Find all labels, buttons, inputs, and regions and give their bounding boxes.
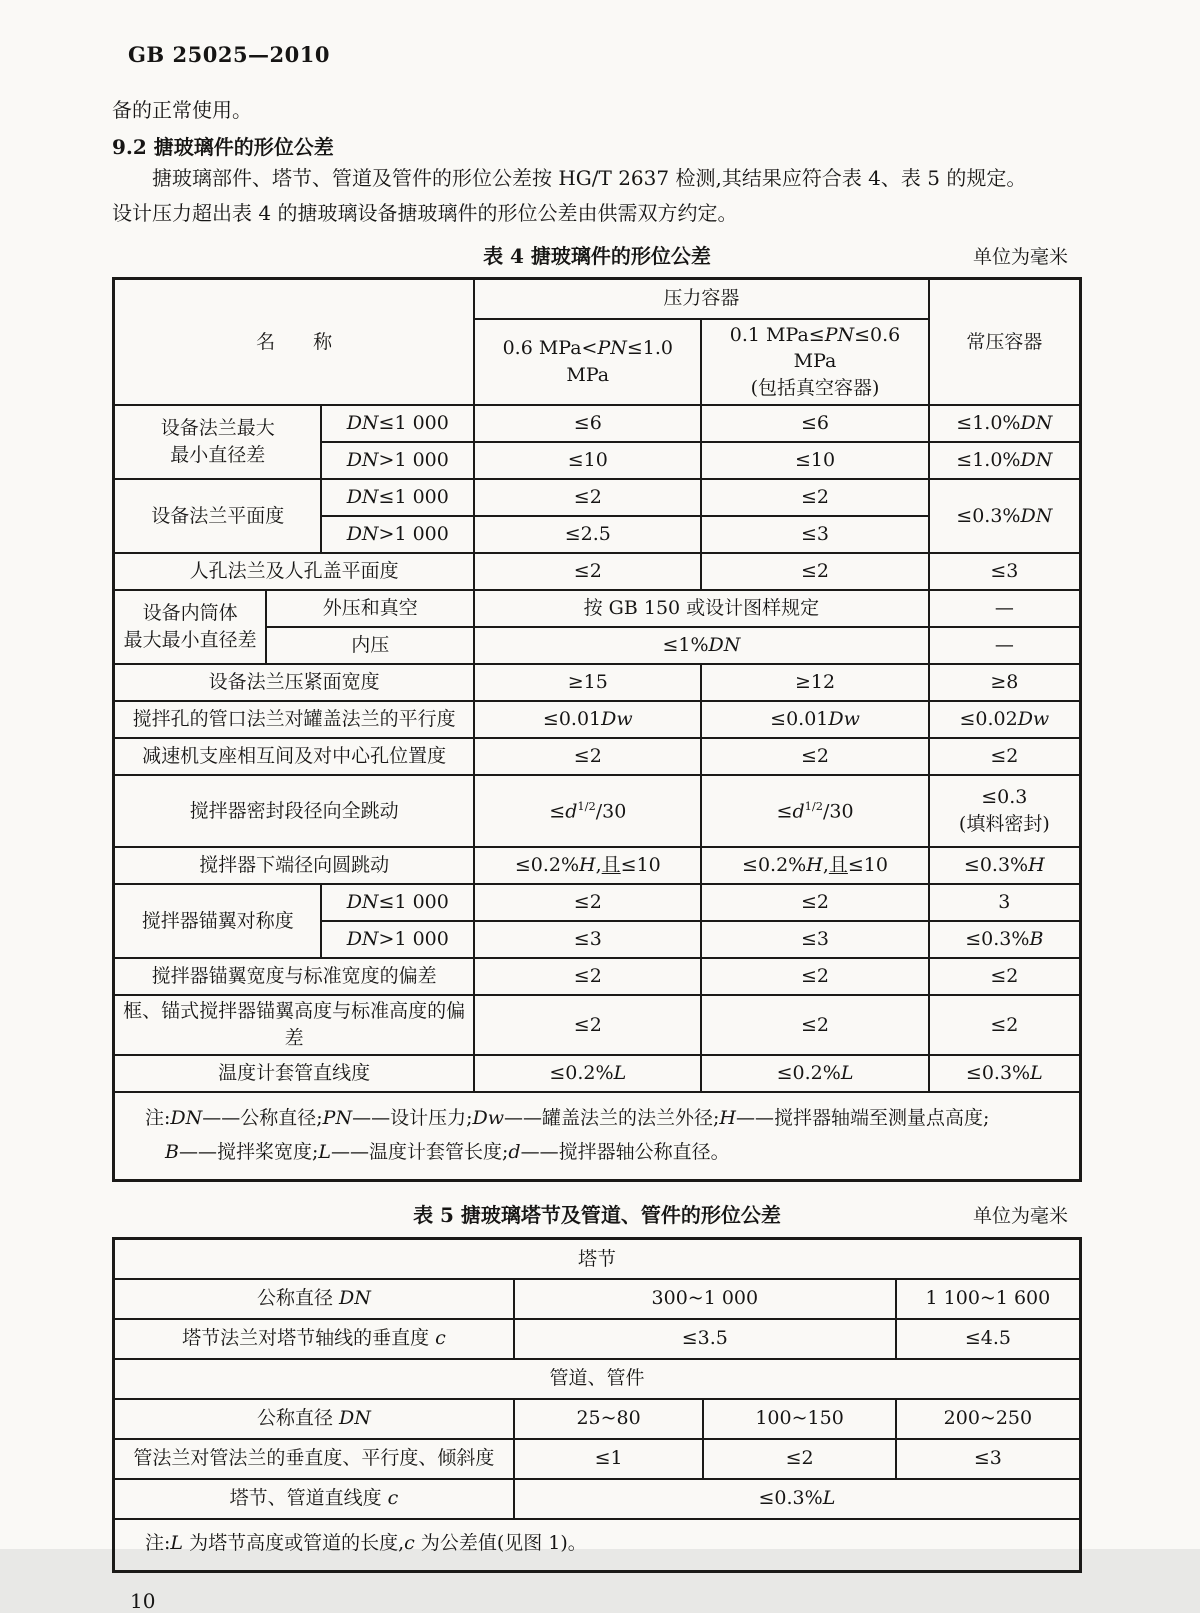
table5-unit-label: 单位为毫米 bbox=[972, 1205, 1068, 1228]
table4-caption bbox=[112, 240, 1082, 268]
value-cell: ≤10 bbox=[701, 442, 928, 479]
table4-note-line2: B——搅拌桨宽度;L——温度计套管长度;d——搅拌器轴公称直径。 bbox=[165, 1141, 730, 1164]
value-cell: ≤4.5 bbox=[896, 1319, 1081, 1359]
value-cell: 100~150 bbox=[703, 1399, 895, 1439]
row-label-cell: 设备法兰平面度 bbox=[114, 479, 322, 553]
page-footer bbox=[112, 1589, 1082, 1613]
value-cell: ≤0.2%H,且≤10 bbox=[701, 847, 928, 884]
table4-unit-label: 单位为毫米 bbox=[972, 246, 1068, 268]
row-label-cell: 设备内筒体 最大最小直径差 bbox=[114, 590, 267, 664]
row-label-cell: 框、锚式搅拌器锚翼高度与标准高度的偏差 bbox=[114, 995, 475, 1055]
table4-title: 表 4 搪玻璃件的形位公差 bbox=[483, 244, 711, 268]
row-label-cell: 公称直径 DN bbox=[114, 1399, 514, 1439]
value-cell: ≤3.5 bbox=[514, 1319, 896, 1359]
table-row bbox=[114, 664, 1081, 701]
table4-glass-lined-parts-tolerances bbox=[112, 277, 1082, 1182]
row-label-cell: 搅拌器锚翼宽度与标准宽度的偏差 bbox=[114, 958, 475, 995]
page-number: 10 bbox=[130, 1588, 156, 1613]
header-range2-cell: 0.1 MPa≤PN≤0.6 MPa (包括真空容器) bbox=[701, 319, 928, 406]
table-row bbox=[114, 279, 1081, 319]
value-cell: ≤2 bbox=[474, 479, 701, 516]
table-row bbox=[114, 1319, 1081, 1359]
value-cell: ≤0.3%L bbox=[929, 1055, 1081, 1092]
value-cell: ≤3 bbox=[896, 1439, 1081, 1479]
row-label-cell: 温度计套管直线度 bbox=[114, 1055, 475, 1092]
section-header-cell: 管道、管件 bbox=[114, 1359, 1081, 1399]
value-cell: ≤6 bbox=[701, 405, 928, 442]
value-cell: ≤2 bbox=[701, 958, 928, 995]
header-name-cell: 名 称 bbox=[114, 279, 475, 406]
table-row bbox=[114, 1279, 1081, 1319]
table-row bbox=[114, 590, 1081, 627]
value-cell: ≤6 bbox=[474, 405, 701, 442]
table-row bbox=[114, 479, 1081, 516]
value-cell: ≤2 bbox=[701, 995, 928, 1055]
value-cell: ≤2.5 bbox=[474, 516, 701, 553]
table5-caption bbox=[112, 1199, 1082, 1227]
paragraph-line-2: 设计压力超出表 4 的搪玻璃设备搪玻璃件的形位公差由供需双方约定。 bbox=[112, 201, 738, 225]
value-cell: 200~250 bbox=[896, 1399, 1081, 1439]
table-row bbox=[114, 884, 1081, 921]
dn-condition-cell: DN≤1 000 bbox=[321, 884, 474, 921]
value-cell: ≤1%DN bbox=[474, 627, 928, 664]
row-label-cell: 管法兰对管法兰的垂直度、平行度、倾斜度 bbox=[114, 1439, 514, 1479]
value-cell: ≤2 bbox=[474, 884, 701, 921]
table-row bbox=[114, 1399, 1081, 1439]
table-row bbox=[114, 1359, 1081, 1399]
table-row bbox=[114, 847, 1081, 884]
table5-note-cell: 注:L 为塔节高度或管道的长度,c 为公差值(见图 1)。 bbox=[114, 1519, 1081, 1572]
value-cell: ≤0.01Dw bbox=[474, 701, 701, 738]
value-cell: ≤1 bbox=[514, 1439, 704, 1479]
value-cell: ≤2 bbox=[474, 958, 701, 995]
dn-condition-cell: DN>1 000 bbox=[321, 442, 474, 479]
value-cell: ≤3 bbox=[474, 921, 701, 958]
table-row bbox=[114, 405, 1081, 442]
value-cell: ≥12 bbox=[701, 664, 928, 701]
paragraph-line-1: 搪玻璃部件、塔节、管道及管件的形位公差按 HG/T 2637 检测,其结果应符合表 4、表 5 的规定。 bbox=[152, 166, 1027, 190]
value-cell: ≤2 bbox=[929, 738, 1081, 775]
row-label-cell: 搅拌器锚翼对称度 bbox=[114, 884, 322, 958]
row-label-cell: 设备法兰压紧面宽度 bbox=[114, 664, 475, 701]
value-cell: 25~80 bbox=[514, 1399, 704, 1439]
value-cell: ≤2 bbox=[701, 884, 928, 921]
row-label-cell: 公称直径 DN bbox=[114, 1279, 514, 1319]
value-cell: $\le d^{1/2}/30$ bbox=[701, 775, 928, 847]
header-pressure-group-cell: 压力容器 bbox=[474, 279, 928, 319]
doc-code: GB 25025—2010 bbox=[128, 42, 331, 67]
table4-note-line1: 注:DN——公称直径;PN——设计压力;Dw——罐盖法兰的法兰外径;H——搅拌器轴端至测量点高度; bbox=[145, 1107, 990, 1130]
value-cell: ≤3 bbox=[701, 516, 928, 553]
value-cell: 1 100~1 600 bbox=[896, 1279, 1081, 1319]
value-cell: ≤2 bbox=[703, 1439, 895, 1479]
value-cell: ≤0.3%H bbox=[929, 847, 1081, 884]
intro-text: 备的正常使用。 bbox=[112, 98, 252, 122]
value-cell: ≥8 bbox=[929, 664, 1081, 701]
sub-condition-cell: 外压和真空 bbox=[266, 590, 474, 627]
value-cell: ≤0.2%H,且≤10 bbox=[474, 847, 701, 884]
row-label-cell: 人孔法兰及人孔盖平面度 bbox=[114, 553, 475, 590]
table4-note-cell bbox=[114, 1092, 1081, 1181]
sub-condition-cell: 内压 bbox=[266, 627, 474, 664]
table-row bbox=[114, 1239, 1081, 1279]
value-cell: ≤1.0%DN bbox=[929, 442, 1081, 479]
header-atmospheric-cell: 常压容器 bbox=[929, 279, 1081, 406]
value-cell: ≤0.3%DN bbox=[929, 479, 1081, 553]
table-row bbox=[114, 1439, 1081, 1479]
value-cell: ≤1.0%DN bbox=[929, 405, 1081, 442]
value-cell: ≤0.2%L bbox=[701, 1055, 928, 1092]
row-label-cell: 塔节、管道直线度 c bbox=[114, 1479, 514, 1519]
dn-condition-cell: DN≤1 000 bbox=[321, 405, 474, 442]
value-cell: 按 GB 150 或设计图样规定 bbox=[474, 590, 928, 627]
value-cell: ≤0.3%B bbox=[929, 921, 1081, 958]
value-cell: ≤2 bbox=[474, 995, 701, 1055]
table-row bbox=[114, 958, 1081, 995]
row-label-cell: 设备法兰最大 最小直径差 bbox=[114, 405, 322, 479]
value-cell: 3 bbox=[929, 884, 1081, 921]
value-cell: ≤2 bbox=[474, 738, 701, 775]
row-label-cell: 塔节法兰对塔节轴线的垂直度 c bbox=[114, 1319, 514, 1359]
value-cell: $\le d^{1/2}/30$ bbox=[474, 775, 701, 847]
section-heading: 9.2 搪玻璃件的形位公差 bbox=[112, 135, 334, 159]
row-label-cell: 搅拌孔的管口法兰对罐盖法兰的平行度 bbox=[114, 701, 475, 738]
header-range1-cell: 0.6 MPa<PN≤1.0 MPa bbox=[474, 319, 701, 406]
value-cell: ≤0.3%L bbox=[514, 1479, 1081, 1519]
value-cell: ≤10 bbox=[474, 442, 701, 479]
table-row bbox=[114, 1092, 1081, 1181]
value-cell: ≤3 bbox=[929, 553, 1081, 590]
value-cell: ≤0.2%L bbox=[474, 1055, 701, 1092]
value-cell: ≤2 bbox=[701, 738, 928, 775]
value-cell: ≤2 bbox=[701, 553, 928, 590]
row-label-cell: 搅拌器下端径向圆跳动 bbox=[114, 847, 475, 884]
section-header-cell: 塔节 bbox=[114, 1239, 1081, 1279]
value-cell: ≤2 bbox=[929, 995, 1081, 1055]
value-cell: ≤0.01Dw bbox=[701, 701, 928, 738]
value-cell: 300~1 000 bbox=[514, 1279, 896, 1319]
dn-condition-cell: DN≤1 000 bbox=[321, 479, 474, 516]
table5-column-pipe-tolerances bbox=[112, 1237, 1082, 1573]
value-cell: ≤3 bbox=[701, 921, 928, 958]
table-row bbox=[114, 553, 1081, 590]
table-row bbox=[114, 1055, 1081, 1092]
row-label-cell: 搅拌器密封段径向全跳动 bbox=[114, 775, 475, 847]
value-cell: ≤2 bbox=[474, 553, 701, 590]
table-row bbox=[114, 738, 1081, 775]
table-row bbox=[114, 1479, 1081, 1519]
row-label-cell: 减速机支座相互间及对中心孔位置度 bbox=[114, 738, 475, 775]
table-row bbox=[114, 775, 1081, 847]
table-row bbox=[114, 1519, 1081, 1572]
value-cell: ≤0.02Dw bbox=[929, 701, 1081, 738]
value-cell: — bbox=[929, 627, 1081, 664]
table-row bbox=[114, 995, 1081, 1055]
value-cell: ≤0.3 (填料密封) bbox=[929, 775, 1081, 847]
value-cell: ≥15 bbox=[474, 664, 701, 701]
table-row bbox=[114, 701, 1081, 738]
table5-title: 表 5 搪玻璃塔节及管道、管件的形位公差 bbox=[413, 1203, 781, 1228]
value-cell: ≤2 bbox=[701, 479, 928, 516]
dn-condition-cell: DN>1 000 bbox=[321, 921, 474, 958]
dn-condition-cell: DN>1 000 bbox=[321, 516, 474, 553]
value-cell: ≤2 bbox=[929, 958, 1081, 995]
value-cell: — bbox=[929, 590, 1081, 627]
